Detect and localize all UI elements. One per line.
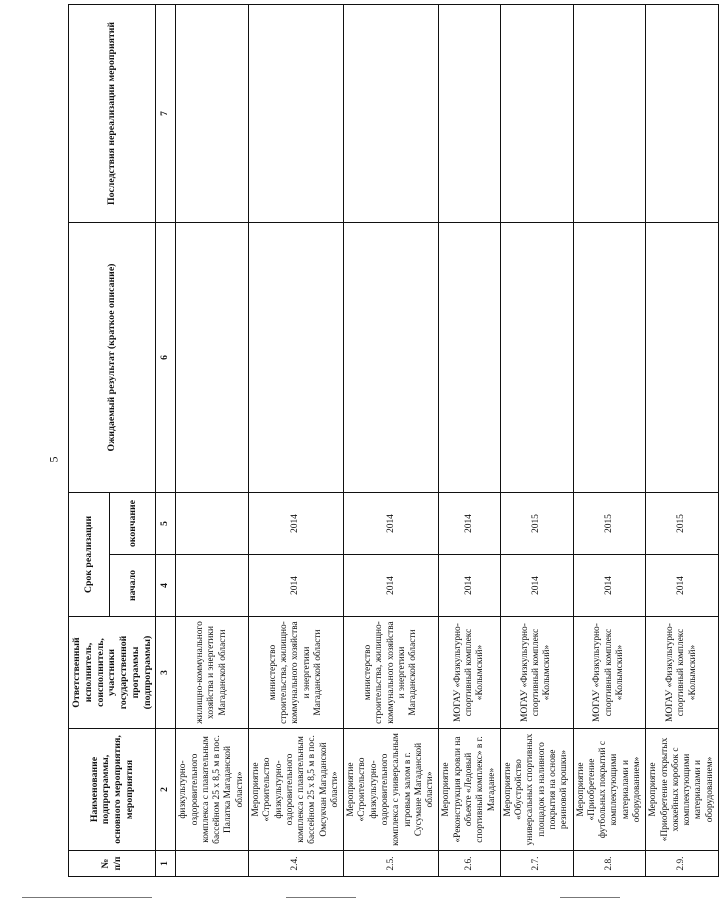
row-end: 2014 [439, 493, 500, 555]
col-number: 1 [156, 851, 176, 877]
row-consequences [439, 5, 500, 223]
scan-edge-line [22, 897, 152, 898]
table-row [500, 5, 573, 877]
row-result [573, 223, 646, 493]
row-start [176, 555, 249, 617]
row-result [439, 223, 500, 493]
header-executor: Ответственный исполнитель, соисполнитель, участники государственной программы (подпрограммы) [69, 617, 156, 729]
col-number: 7 [156, 5, 176, 223]
row-name: Мероприятие «Реконструкция кровли на объекте «Ледовый спортивный комплекс» в г. Магадане» [439, 729, 500, 851]
row-result [248, 223, 343, 493]
row-executor: министерство строительства, жилищно-коммунального хозяйства и энергетики Магаданской области [248, 617, 343, 729]
row-name: Мероприятие «Приобретение футбольных покрытий с комплектующими материалами и оборудованием» [573, 729, 646, 851]
row-end [176, 493, 249, 555]
row-name: Мероприятие «Обустройство универсальных спортивных площадок из наливного покрытия на основе резиновой крошки» [500, 729, 573, 851]
row-start: 2014 [439, 555, 500, 617]
row-start: 2014 [646, 555, 719, 617]
header-result: Ожидаемый результат (краткое описание) [69, 223, 156, 493]
table-row [573, 5, 646, 877]
row-executor: МОГАУ «Физкультурно-спортивный комплекс «Колымский» [573, 617, 646, 729]
table-row [344, 5, 439, 877]
header-end: окончание [109, 493, 156, 555]
row-start: 2014 [248, 555, 343, 617]
row-executor: МОГАУ «Физкультурно-спортивный комплекс «Колымский» [646, 617, 719, 729]
row-consequences [573, 5, 646, 223]
header-num: № п/п [69, 851, 156, 877]
row-name: Мероприятие «Приобретение открытых хоккейных коробок с комплектующими материалами и оборудованием» [646, 729, 719, 851]
row-consequences [646, 5, 719, 223]
row-num: 2.9. [646, 851, 719, 877]
row-end: 2015 [500, 493, 573, 555]
row-result [646, 223, 719, 493]
row-executor: министерство строительства, жилищно-коммунального хозяйства и энергетики Магаданской области [344, 617, 439, 729]
row-executor: жилищно-коммунального хозяйства и энергетики Магаданской области [176, 617, 249, 729]
row-end: 2015 [646, 493, 719, 555]
header-consequences: Последствия нереализации мероприятий [69, 5, 156, 223]
row-consequences [248, 5, 343, 223]
col-number: 2 [156, 729, 176, 851]
scan-edge-line [286, 897, 356, 898]
row-name: Мероприятие «Строительство физкультурно-оздоровительного комплекса с плавательным бассейном 25 х 8,5 м в пос. Омсукчан Магаданской области» [248, 729, 343, 851]
header-name: Наименование подпрограммы, основного мероприятия, мероприятия [69, 729, 156, 851]
row-consequences [500, 5, 573, 223]
col-number: 6 [156, 223, 176, 493]
row-executor: МОГАУ «Физкультурно-спортивный комплекс «Колымский» [500, 617, 573, 729]
row-end: 2015 [573, 493, 646, 555]
row-end: 2014 [248, 493, 343, 555]
row-result [500, 223, 573, 493]
col-number: 5 [156, 493, 176, 555]
rotated-table-container [68, 5, 715, 877]
row-num: 2.4. [248, 851, 343, 877]
row-num [176, 851, 249, 877]
row-consequences [176, 5, 249, 223]
header-start: начало [109, 555, 156, 617]
row-num: 2.7. [500, 851, 573, 877]
header-period: Срок реализации [69, 493, 110, 617]
row-executor: МОГАУ «Физкультурно-спортивный комплекс «Колымский» [439, 617, 500, 729]
scan-edge-line [560, 897, 620, 898]
row-name: Мероприятие «Строительство физкультурно-оздоровительного комплекса с универсальным игровым залом в г. Сусумане Магаданской области» [344, 729, 439, 851]
row-start: 2014 [500, 555, 573, 617]
table-row [176, 5, 249, 877]
row-consequences [344, 5, 439, 223]
col-number: 4 [156, 555, 176, 617]
row-num: 2.6. [439, 851, 500, 877]
row-result [344, 223, 439, 493]
row-start: 2014 [344, 555, 439, 617]
row-num: 2.8. [573, 851, 646, 877]
col-number: 3 [156, 617, 176, 729]
table-row [248, 5, 343, 877]
row-end: 2014 [344, 493, 439, 555]
activities-table [68, 4, 719, 877]
table-row [439, 5, 500, 877]
row-name: физкультурно-оздоровительного комплекса с плавательным бассейном 25 х 8,5 м в пос. Палатка Магаданской области» [176, 729, 249, 851]
row-start: 2014 [573, 555, 646, 617]
row-result [176, 223, 249, 493]
row-num: 2.5. [344, 851, 439, 877]
table-row [646, 5, 719, 877]
page-number: 5 [46, 456, 61, 463]
